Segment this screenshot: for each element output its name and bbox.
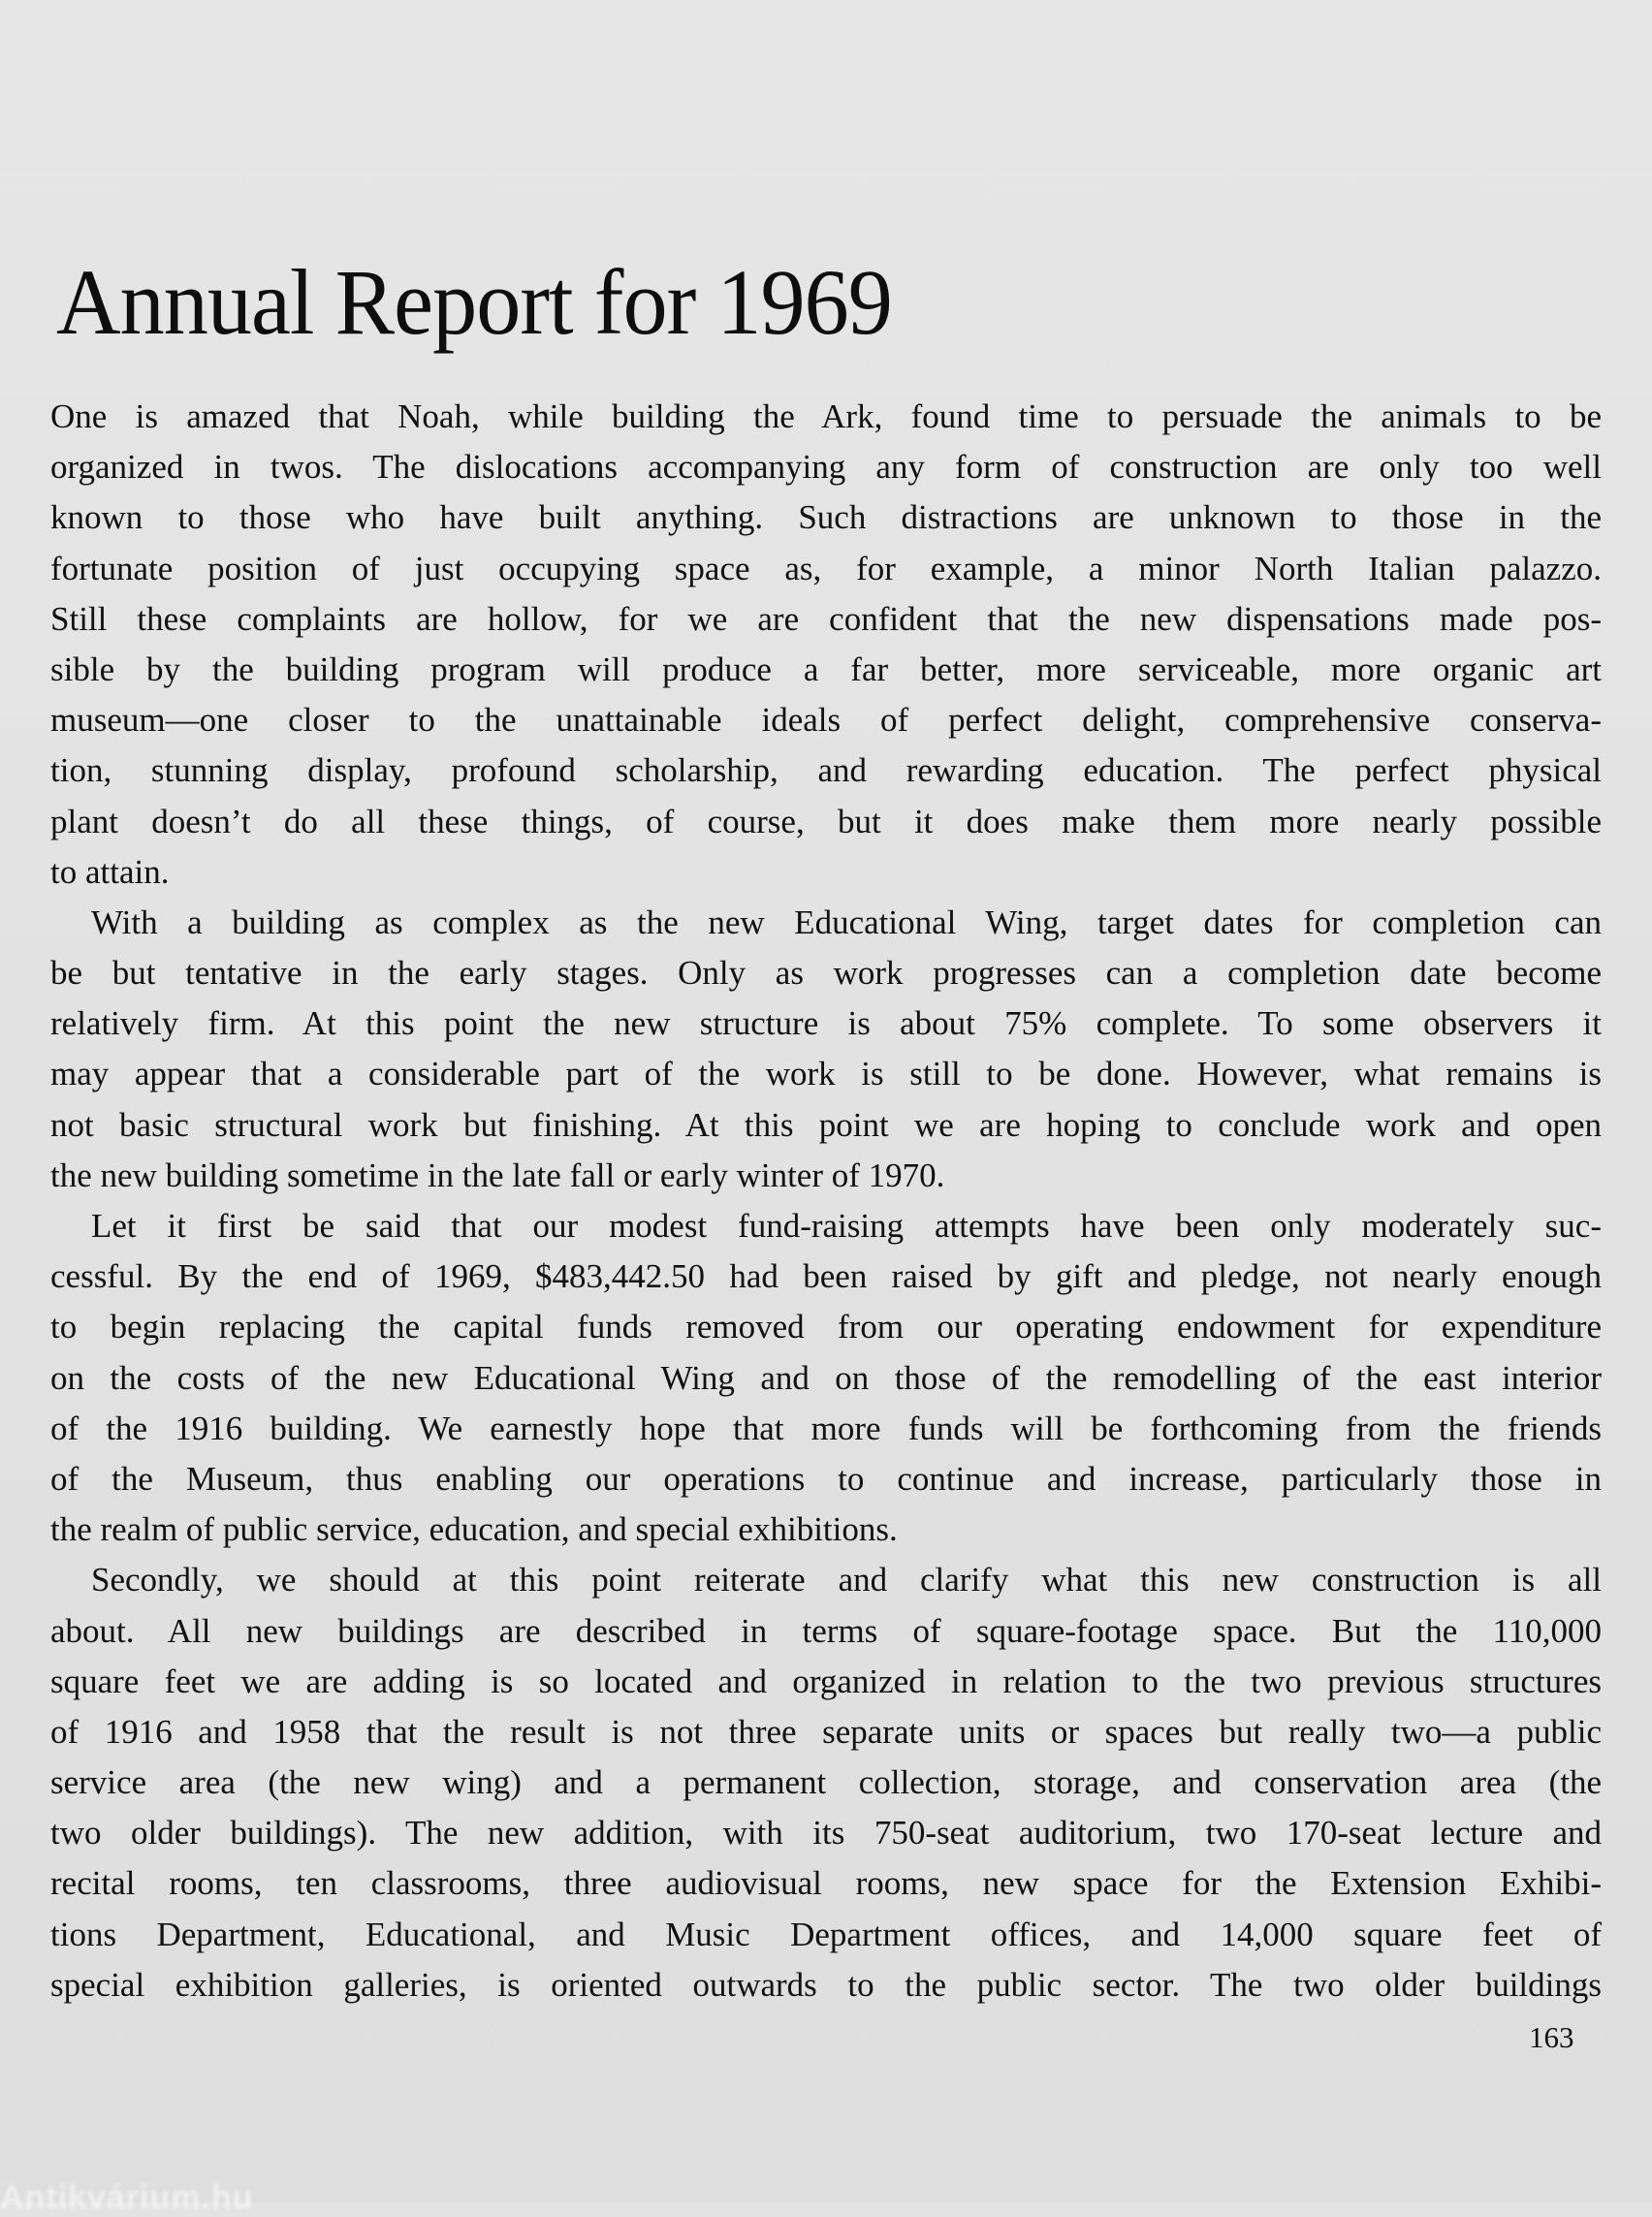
text-line: the realm of public service, education, and special exhibitions. <box>50 1510 898 1549</box>
text-line: two older buildings). The new addition, with its 750-seat auditorium, two 170-seat lecture and <box>50 1814 1602 1853</box>
text-line: relatively firm. At this point the new structure is about 75% complete. To some observers it <box>50 1004 1602 1043</box>
text-line: be but tentative in the early stages. Only as work progresses can a completion date become <box>50 954 1602 993</box>
text-line: the new building sometime in the late fall or early winter of 1970. <box>50 1156 945 1194</box>
text-line: known to those who have built anything. Such distractions are unknown to those in the <box>50 498 1602 537</box>
text-line: One is amazed that Noah, while building the Ark, found time to persuade the animals to be <box>50 397 1602 435</box>
text-line: With a building as complex as the new Educational Wing, target dates for completion can <box>91 903 1602 941</box>
text-line: service area (the new wing) and a permanent collection, storage, and conservation area (the <box>50 1763 1602 1802</box>
text-line: museum—one closer to the unattainable ideals of perfect delight, comprehensive conserva- <box>50 701 1602 740</box>
text-line: tion, stunning display, profound scholarship, and rewarding education. The perfect physical <box>50 751 1602 790</box>
text-line: Secondly, we should at this point reiterate and clarify what this new construction is all <box>91 1561 1602 1599</box>
text-line: fortunate position of just occupying space as, for example, a minor North Italian palazzo. <box>50 549 1602 587</box>
text-line: square feet we are adding is so located and organized in relation to the two previous structures <box>50 1662 1602 1700</box>
text-line: of the 1916 building. We earnestly hope that more funds will be forthcoming from the friends <box>50 1409 1602 1447</box>
page-number: 163 <box>1529 2020 1574 2054</box>
text-line: may appear that a considerable part of the work is still to be done. However, what remains is <box>50 1055 1602 1093</box>
paragraph-3 <box>50 1201 1602 1555</box>
text-line: sible by the building program will produce a far better, more serviceable, more organic art <box>50 649 1602 688</box>
page-title: Annual Report for 1969 <box>56 250 892 355</box>
text-line: Still these complaints are hollow, for we are confident that the new dispensations made pos- <box>50 599 1602 638</box>
text-line: cessful. By the end of 1969, $483,442.50 had been raised by gift and pledge, not nearly enough <box>50 1257 1602 1296</box>
text-line: tions Department, Educational, and Music Department offices, and 14,000 square feet of <box>50 1915 1602 1953</box>
text-line: of the Museum, thus enabling our operations to continue and increase, particularly those in <box>50 1459 1602 1498</box>
paragraph-1 <box>50 392 1602 898</box>
text-line: not basic structural work but finishing. At this point we are hoping to conclude work and open <box>50 1105 1602 1144</box>
text-line: organized in twos. The dislocations accompanying any form of construction are only too well <box>50 448 1602 487</box>
text-line: recital rooms, ten classrooms, three audiovisual rooms, new space for the Extension Exhibi- <box>50 1864 1602 1903</box>
text-line: to begin replacing the capital funds removed from our operating endowment for expenditure <box>50 1308 1602 1346</box>
text-line: special exhibition galleries, is oriented outwards to the public sector. The two older buildings <box>50 1965 1602 2004</box>
text-line: Let it first be said that our modest fund-raising attempts have been only moderately suc- <box>91 1207 1602 1245</box>
body-text <box>50 392 1602 2011</box>
paragraph-2 <box>50 898 1602 1201</box>
text-line: of 1916 and 1958 that the result is not three separate units or spaces but really two—a public <box>50 1712 1602 1751</box>
text-line: about. All new buildings are described in terms of square-footage space. But the 110,000 <box>50 1611 1602 1650</box>
text-line: to attain. <box>50 852 170 891</box>
watermark: Antikvárium.hu <box>0 2179 254 2216</box>
paragraph-4 <box>50 1555 1602 2011</box>
text-line: on the costs of the new Educational Wing and on those of the remodelling of the east interior <box>50 1358 1602 1397</box>
text-line: plant doesn’t do all these things, of course, but it does make them more nearly possible <box>50 802 1602 840</box>
